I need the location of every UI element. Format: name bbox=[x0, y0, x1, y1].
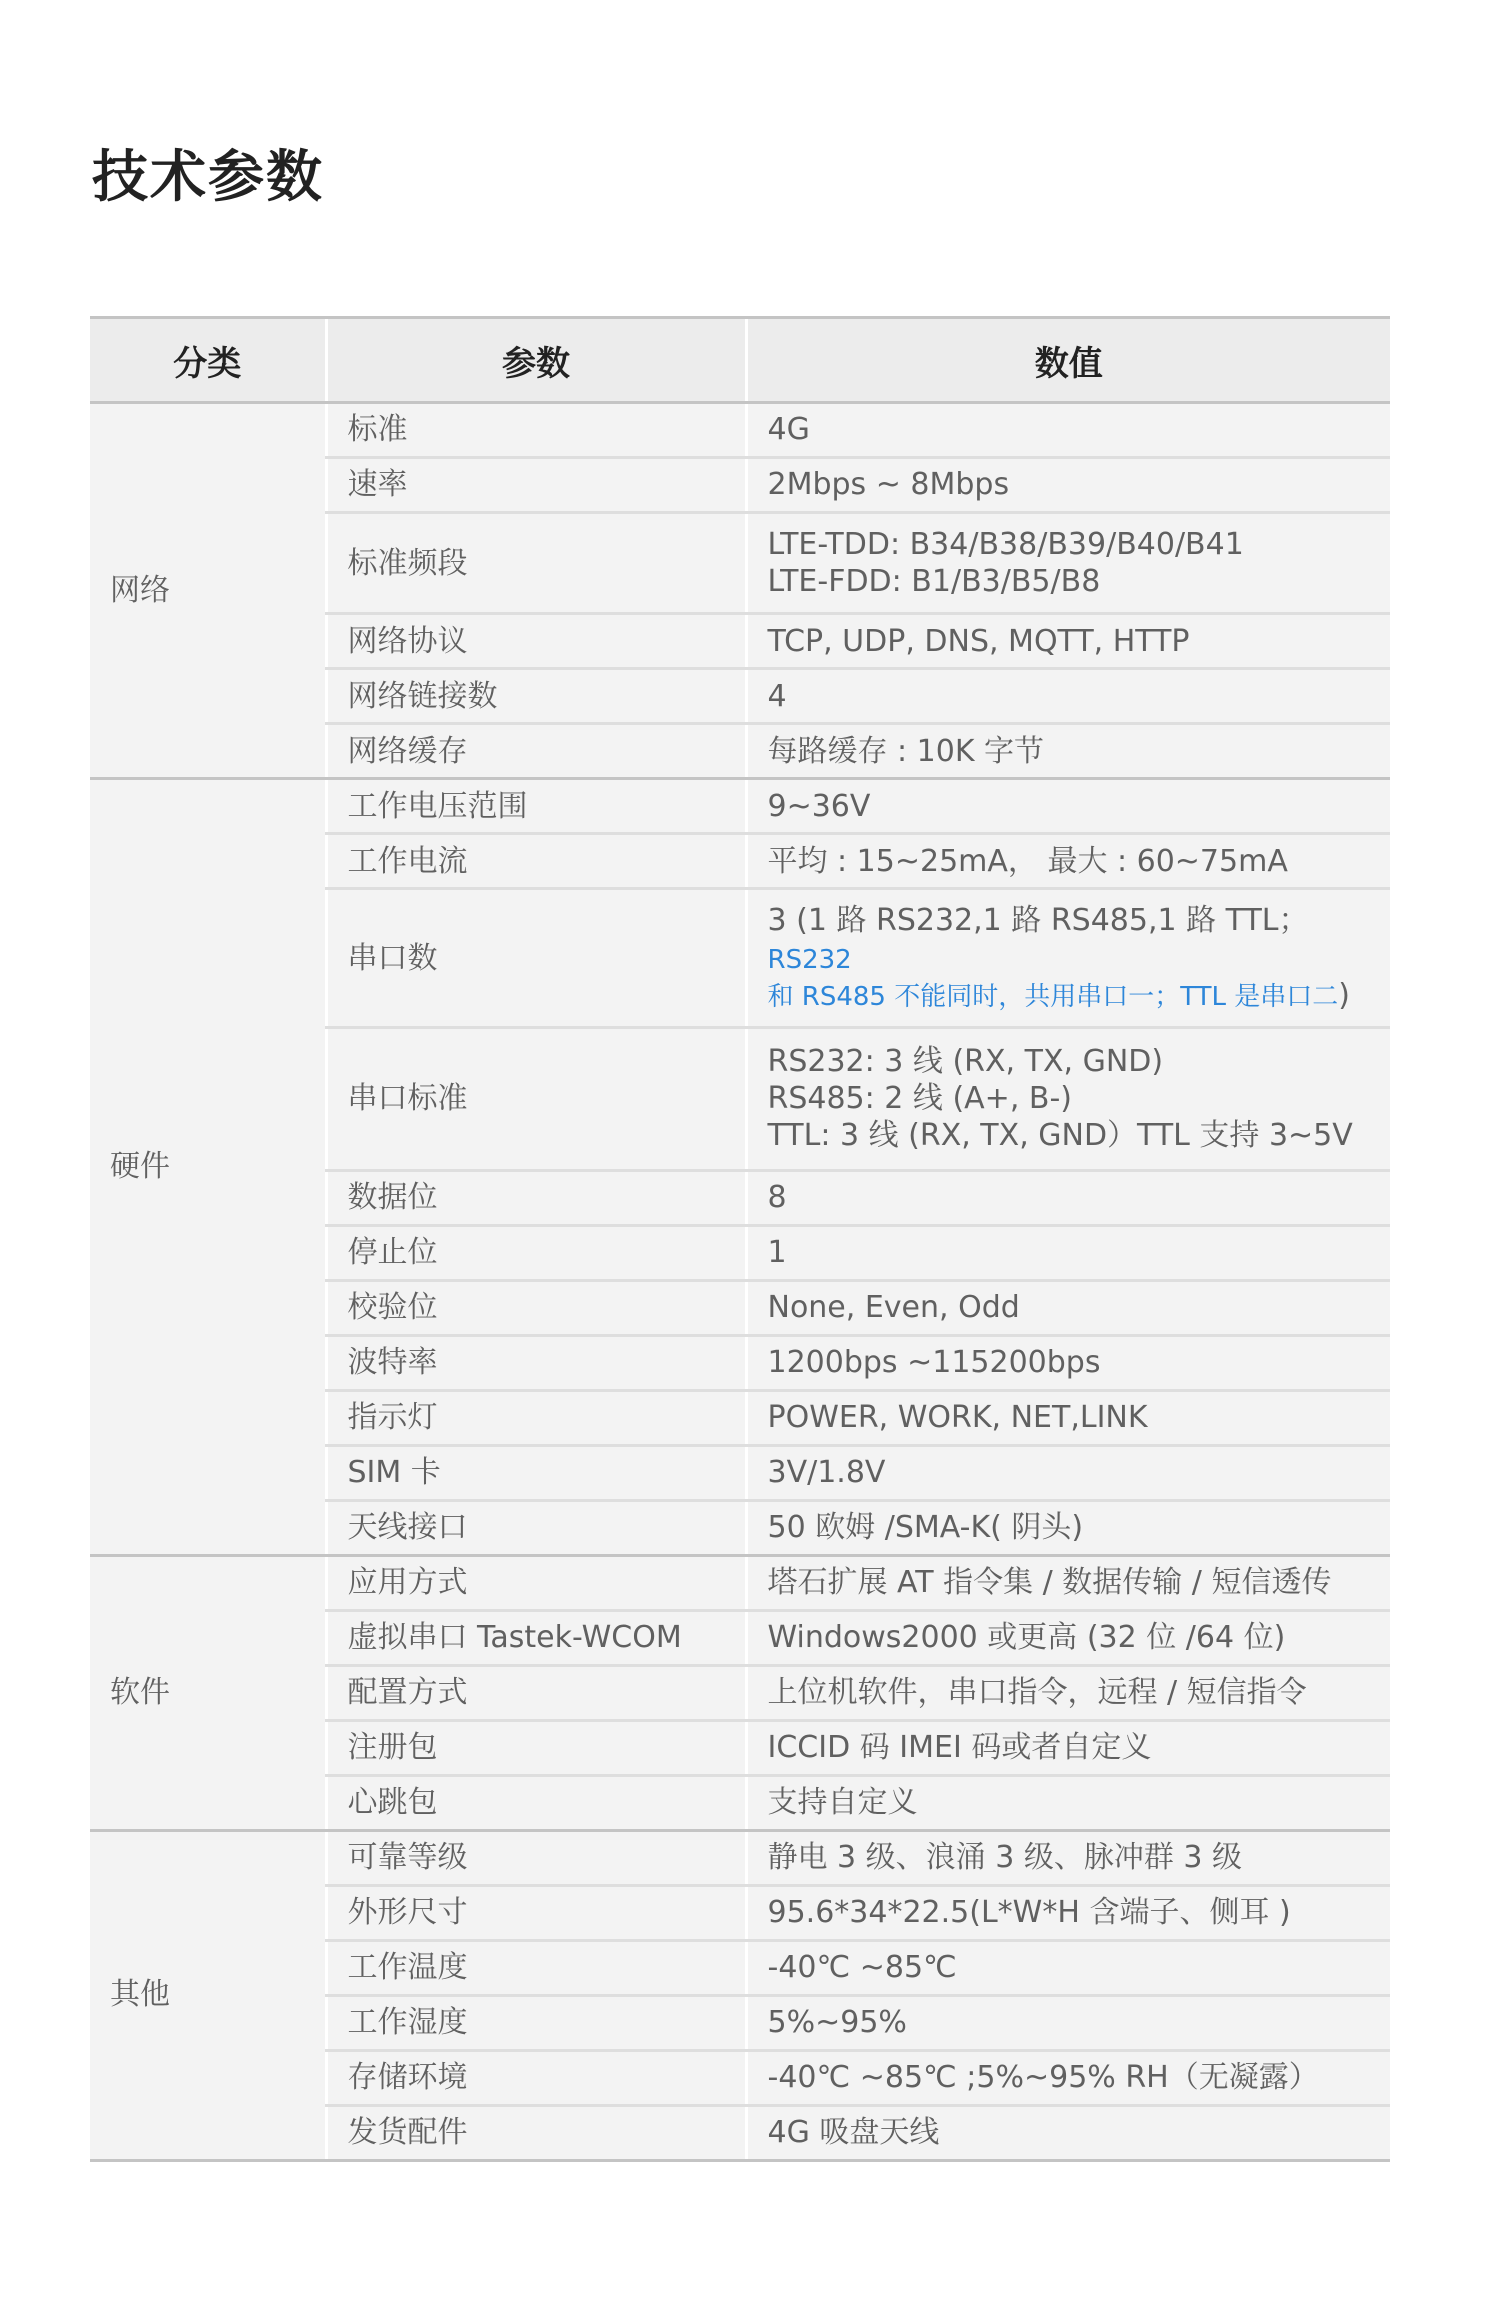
param-cell: 工作电压范围 bbox=[326, 779, 746, 834]
param-cell: 网络协议 bbox=[326, 614, 746, 669]
param-cell: 停止位 bbox=[326, 1225, 746, 1280]
value-cell: 1 bbox=[746, 1225, 1390, 1280]
param-cell: 外形尺寸 bbox=[326, 1885, 746, 1940]
value-main: 3 (1 路 RS232,1 路 RS485,1 路 TTL； bbox=[767, 903, 1309, 939]
value-cell: None, Even, Odd bbox=[746, 1280, 1390, 1335]
value-cell bbox=[746, 513, 1390, 614]
value-cell: 2Mbps ~ 8Mbps bbox=[746, 458, 1390, 513]
table-row bbox=[90, 1830, 1390, 1885]
param-cell: 工作电流 bbox=[326, 834, 746, 889]
value-cell: 4G 吸盘天线 bbox=[746, 2105, 1390, 2160]
value-line: TTL: 3 线 (RX, TX, GND）TTL 支持 3~5V bbox=[767, 1118, 1353, 1154]
value-cell: 50 欧姆 /SMA-K( 阴头) bbox=[746, 1500, 1390, 1555]
param-cell: 工作温度 bbox=[326, 1940, 746, 1995]
category-cell-hardware: 硬件 bbox=[90, 779, 326, 1555]
category-cell-software: 软件 bbox=[90, 1555, 326, 1830]
param-cell: 应用方式 bbox=[326, 1555, 746, 1610]
value-line: LTE-TDD: B34/B38/B39/B40/B41 bbox=[767, 527, 1244, 562]
value-cell: 9~36V bbox=[746, 779, 1390, 834]
value-cell: 静电 3 级、浪涌 3 级、脉冲群 3 级 bbox=[746, 1830, 1390, 1885]
value-cell: 95.6*34*22.5(L*W*H 含端子、侧耳 ) bbox=[746, 1885, 1390, 1940]
param-cell: 注册包 bbox=[326, 1720, 746, 1775]
value-cell: 支持自定义 bbox=[746, 1775, 1390, 1830]
param-cell: 速率 bbox=[326, 458, 746, 513]
value-cell: 平均 : 15~25mA， 最大 : 60~75mA bbox=[746, 834, 1390, 889]
value-cell: 每路缓存 : 10K 字节 bbox=[746, 724, 1390, 779]
param-cell: 网络链接数 bbox=[326, 669, 746, 724]
value-cell: 3V/1.8V bbox=[746, 1445, 1390, 1500]
param-cell: 串口标准 bbox=[326, 1027, 746, 1170]
param-cell: 心跳包 bbox=[326, 1775, 746, 1830]
param-cell: 指示灯 bbox=[326, 1390, 746, 1445]
spec-table-body bbox=[90, 403, 1390, 2161]
value-cell: TCP, UDP, DNS, MQTT, HTTP bbox=[746, 614, 1390, 669]
param-cell: 存储环境 bbox=[326, 2050, 746, 2105]
param-cell: 波特率 bbox=[326, 1335, 746, 1390]
value-cell: 4 bbox=[746, 669, 1390, 724]
param-cell: 串口数 bbox=[326, 889, 746, 1028]
param-cell: 可靠等级 bbox=[326, 1830, 746, 1885]
value-cell: ICCID 码 IMEI 码或者自定义 bbox=[746, 1720, 1390, 1775]
value-end: ) bbox=[1338, 977, 1351, 1013]
value-cell bbox=[746, 1027, 1390, 1170]
table-row bbox=[90, 779, 1390, 834]
value-cell: -40℃ ~85℃ bbox=[746, 1940, 1390, 1995]
table-row bbox=[90, 403, 1390, 458]
table-row bbox=[90, 1555, 1390, 1610]
page-title: 技术参数 bbox=[92, 145, 324, 210]
header-row bbox=[90, 318, 1390, 403]
spec-table bbox=[90, 316, 1390, 2162]
value-cell: POWER, WORK, NET,LINK bbox=[746, 1390, 1390, 1445]
header-parameter: 参数 bbox=[326, 318, 746, 403]
category-cell-network: 网络 bbox=[90, 403, 326, 779]
param-cell: 标准 bbox=[326, 403, 746, 458]
header-value: 数值 bbox=[746, 318, 1390, 403]
value-cell: 5%~95% bbox=[746, 1995, 1390, 2050]
value-line: LTE-FDD: B1/B3/B5/B8 bbox=[767, 564, 1101, 600]
category-cell-other: 其他 bbox=[90, 1830, 326, 2160]
value-cell: 1200bps ~115200bps bbox=[746, 1335, 1390, 1390]
value-cell: -40℃ ~85℃ ;5%~95% RH（无凝露） bbox=[746, 2050, 1390, 2105]
value-line: RS232: 3 线 (RX, TX, GND) bbox=[767, 1043, 1164, 1079]
value-note: RS232 bbox=[767, 944, 852, 975]
value-cell: 4G bbox=[746, 403, 1390, 458]
param-cell: 工作湿度 bbox=[326, 1995, 746, 2050]
param-cell: SIM 卡 bbox=[326, 1445, 746, 1500]
param-cell: 网络缓存 bbox=[326, 724, 746, 779]
param-cell: 数据位 bbox=[326, 1170, 746, 1225]
value-cell bbox=[746, 889, 1390, 1028]
value-cell: Windows2000 或更高 (32 位 /64 位) bbox=[746, 1610, 1390, 1665]
param-cell: 虚拟串口 Tastek-WCOM bbox=[326, 1610, 746, 1665]
value-cell: 8 bbox=[746, 1170, 1390, 1225]
value-line: RS485: 2 线 (A+, B-) bbox=[767, 1081, 1072, 1117]
param-cell: 标准频段 bbox=[326, 513, 746, 614]
header-category: 分类 bbox=[90, 318, 326, 403]
value-note bbox=[768, 977, 1391, 1014]
spec-table-header bbox=[90, 318, 1390, 403]
param-cell: 校验位 bbox=[326, 1280, 746, 1335]
value-cell: 塔石扩展 AT 指令集 / 数据传输 / 短信透传 bbox=[746, 1555, 1390, 1610]
value-cell: 上位机软件，串口指令，远程 / 短信指令 bbox=[746, 1665, 1390, 1720]
param-cell: 配置方式 bbox=[326, 1665, 746, 1720]
param-cell: 天线接口 bbox=[326, 1500, 746, 1555]
value-note-text: 和 RS485 不能同时，共用串口一；TTL 是串口二 bbox=[767, 981, 1339, 1012]
param-cell: 发货配件 bbox=[326, 2105, 746, 2160]
